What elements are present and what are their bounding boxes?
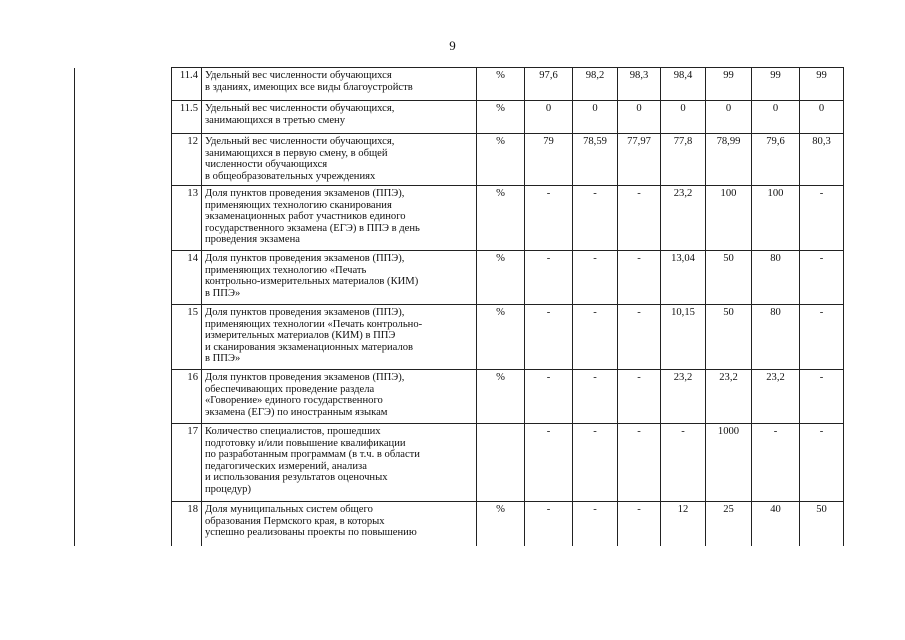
- value-cell: 23,2: [706, 370, 752, 424]
- indicator-name: Удельный вес численности обучающихся, занимающихся в первую смену, в общей численности обучающихся в общеобразовательных учреждениях: [202, 134, 477, 186]
- row-number: 16: [172, 370, 202, 424]
- value-cell: 100: [706, 186, 752, 251]
- value-cell: 23,2: [752, 370, 800, 424]
- value-cell: 0: [752, 101, 800, 134]
- value-cell: -: [573, 251, 618, 305]
- table-row: [75, 251, 844, 305]
- unit-cell: %: [477, 251, 525, 305]
- value-cell: 98,4: [661, 68, 706, 101]
- value-cell: -: [525, 502, 573, 546]
- value-cell: 98,2: [573, 68, 618, 101]
- table-row: [75, 68, 844, 101]
- value-cell: -: [573, 370, 618, 424]
- value-cell: -: [800, 424, 844, 502]
- value-cell: 50: [800, 502, 844, 546]
- unit-cell: %: [477, 68, 525, 101]
- value-cell: 99: [706, 68, 752, 101]
- value-cell: 23,2: [661, 370, 706, 424]
- value-cell: -: [573, 502, 618, 546]
- value-cell: 80: [752, 251, 800, 305]
- value-cell: 78,99: [706, 134, 752, 186]
- indicator-name: Удельный вес численности обучающихся, занимающихся в третью смену: [202, 101, 477, 134]
- table-row: [75, 370, 844, 424]
- row-number: 17: [172, 424, 202, 502]
- unit-cell: %: [477, 134, 525, 186]
- value-cell: -: [618, 502, 661, 546]
- value-cell: -: [525, 305, 573, 370]
- unit-cell: %: [477, 101, 525, 134]
- table-row: [75, 134, 844, 186]
- value-cell: 0: [573, 101, 618, 134]
- value-cell: 97,6: [525, 68, 573, 101]
- value-cell: 100: [752, 186, 800, 251]
- value-cell: 0: [661, 101, 706, 134]
- value-cell: -: [618, 424, 661, 502]
- value-cell: 0: [800, 101, 844, 134]
- unit-cell: %: [477, 370, 525, 424]
- value-cell: -: [573, 305, 618, 370]
- value-cell: -: [618, 370, 661, 424]
- value-cell: -: [800, 370, 844, 424]
- value-cell: 0: [525, 101, 573, 134]
- table-row: [75, 305, 844, 370]
- value-cell: -: [752, 424, 800, 502]
- table-row: [75, 186, 844, 251]
- value-cell: 99: [752, 68, 800, 101]
- value-cell: 13,04: [661, 251, 706, 305]
- value-cell: 0: [618, 101, 661, 134]
- unit-cell: [477, 424, 525, 502]
- table-row: [75, 101, 844, 134]
- value-cell: -: [573, 424, 618, 502]
- value-cell: 80,3: [800, 134, 844, 186]
- value-cell: 50: [706, 305, 752, 370]
- value-cell: -: [525, 370, 573, 424]
- value-cell: 80: [752, 305, 800, 370]
- value-cell: -: [618, 251, 661, 305]
- row-number: 15: [172, 305, 202, 370]
- indicator-name: Доля пунктов проведения экзаменов (ППЭ), обеспечивающих проведение раздела «Говорение» единого государственного экзамена (ЕГЭ) по иностранным языкам: [202, 370, 477, 424]
- value-cell: -: [525, 424, 573, 502]
- value-cell: -: [800, 186, 844, 251]
- indicator-name: Доля пунктов проведения экзаменов (ППЭ), применяющих технологии «Печать контрольно- измерительных материалов (КИМ) в ППЭ и сканирования экзаменационных материалов в ППЭ»: [202, 305, 477, 370]
- value-cell: 77,8: [661, 134, 706, 186]
- value-cell: 1000: [706, 424, 752, 502]
- page-number: 9: [449, 38, 456, 53]
- value-cell: 40: [752, 502, 800, 546]
- value-cell: -: [525, 251, 573, 305]
- value-cell: 50: [706, 251, 752, 305]
- value-cell: 23,2: [661, 186, 706, 251]
- row-number: 18: [172, 502, 202, 546]
- row-number: 11.4: [172, 68, 202, 101]
- value-cell: 12: [661, 502, 706, 546]
- indicators-table: [74, 67, 844, 546]
- indicator-name: Доля муниципальных систем общего образования Пермского края, в которых успешно реализованы проекты по повышению: [202, 502, 477, 546]
- value-cell: 0: [706, 101, 752, 134]
- value-cell: -: [800, 251, 844, 305]
- value-cell: 79,6: [752, 134, 800, 186]
- merged-left-column: [75, 68, 172, 546]
- value-cell: 10,15: [661, 305, 706, 370]
- row-number: 12: [172, 134, 202, 186]
- row-number: 13: [172, 186, 202, 251]
- table-body: [75, 68, 844, 546]
- value-cell: 99: [800, 68, 844, 101]
- table-row: [75, 502, 844, 546]
- value-cell: -: [800, 305, 844, 370]
- value-cell: -: [525, 186, 573, 251]
- value-cell: 79: [525, 134, 573, 186]
- row-number: 14: [172, 251, 202, 305]
- indicator-name: Доля пунктов проведения экзаменов (ППЭ), применяющих технологию сканирования экзаменационных работ участников единого государственного экзамена (ЕГЭ) в ППЭ в день проведения экзамена: [202, 186, 477, 251]
- unit-cell: %: [477, 186, 525, 251]
- unit-cell: %: [477, 305, 525, 370]
- value-cell: -: [661, 424, 706, 502]
- value-cell: -: [573, 186, 618, 251]
- value-cell: 98,3: [618, 68, 661, 101]
- table-row: [75, 424, 844, 502]
- indicator-name: Удельный вес численности обучающихся в зданиях, имеющих все виды благоустройств: [202, 68, 477, 101]
- value-cell: 25: [706, 502, 752, 546]
- value-cell: 78,59: [573, 134, 618, 186]
- unit-cell: %: [477, 502, 525, 546]
- row-number: 11.5: [172, 101, 202, 134]
- value-cell: 77,97: [618, 134, 661, 186]
- value-cell: -: [618, 186, 661, 251]
- value-cell: -: [618, 305, 661, 370]
- indicator-name: Количество специалистов, прошедших подготовку и/или повышение квалификации по разработанным программам (в т.ч. в области педагогических измерений, анализа и использования результатов оценочных процедур): [202, 424, 477, 502]
- indicator-name: Доля пунктов проведения экзаменов (ППЭ), применяющих технологию «Печать контрольно-измерительных материалов (КИМ) в ППЭ»: [202, 251, 477, 305]
